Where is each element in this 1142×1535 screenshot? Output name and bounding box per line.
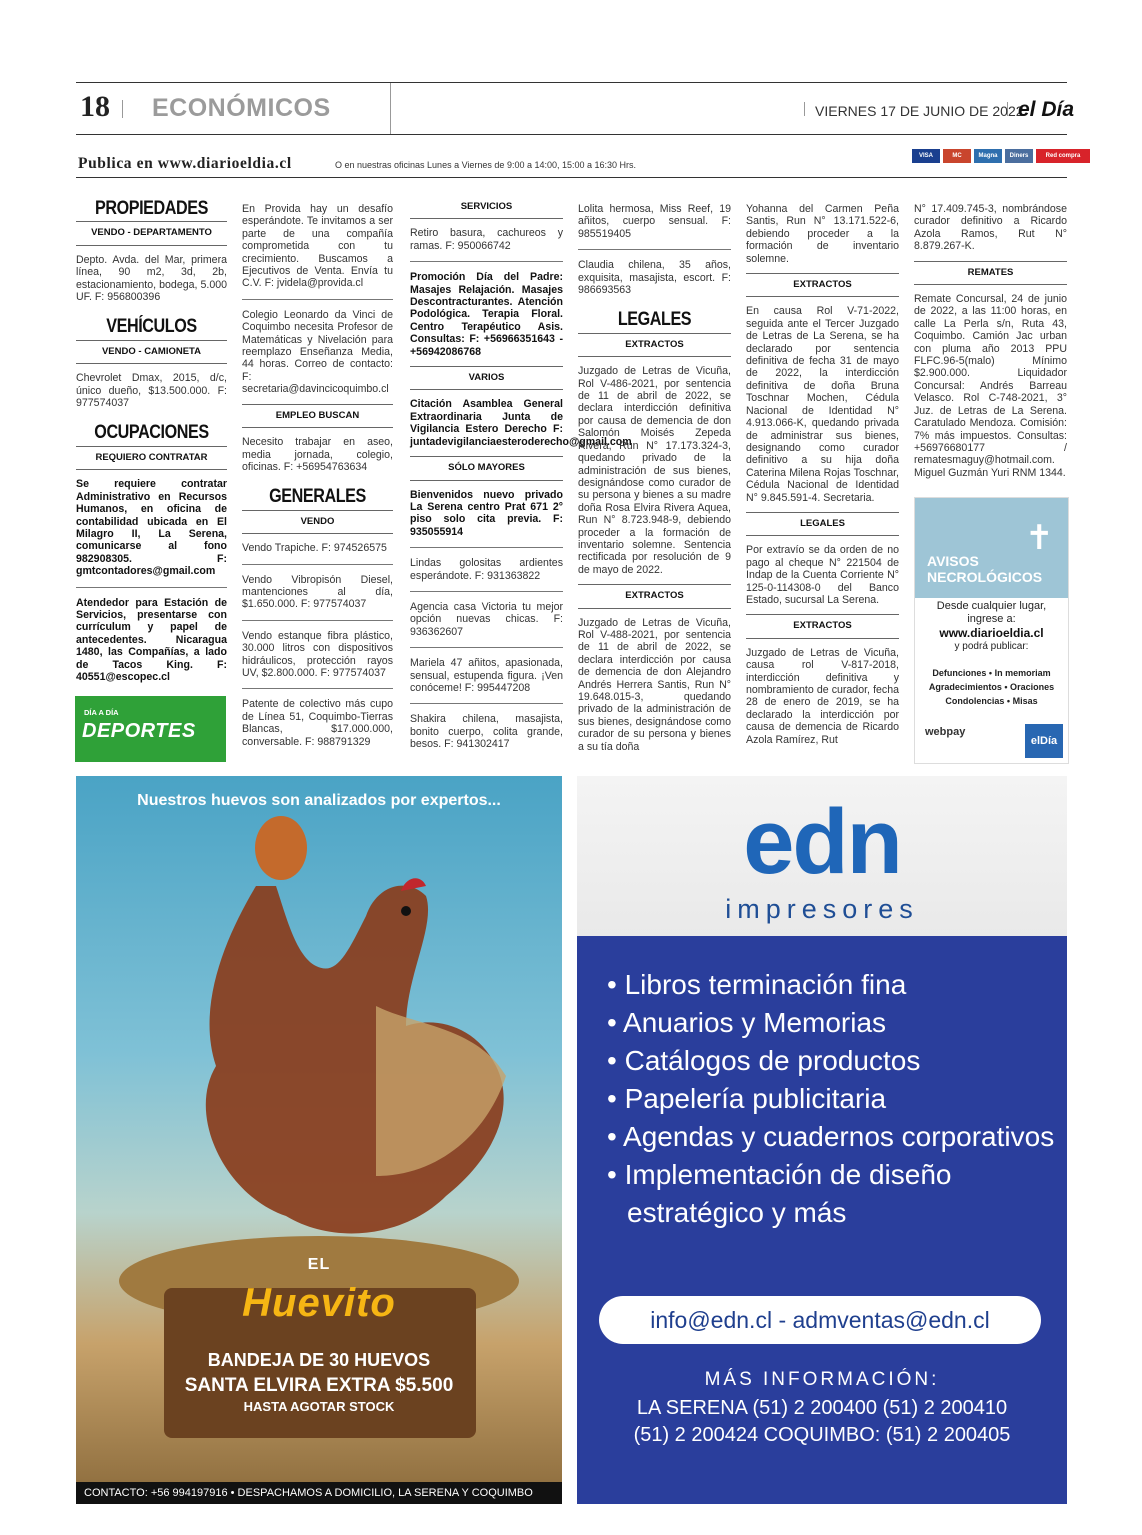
redcompra-icon: Red compra: [1036, 149, 1090, 163]
section-title: ECONÓMICOS: [152, 94, 331, 122]
eldia-logo: elDía: [1025, 724, 1063, 758]
edn-phones-2: (51) 2 200424 COQUIMBO: (51) 2 200405: [633, 1424, 1011, 1446]
edn-mas-info: MÁS INFORMACIÓN:: [704, 1369, 940, 1390]
ad-juzgado: Juzgado de Letras de Vicuña, causa rol V-817-2018, interdicción definitiva y nombramiento de curador, fecha 28 de enero de 2019, se ha declarado la interdicción por causa de demencia de Ricardo Azola Ramírez, Rut: [746, 646, 899, 746]
ad-continuacion: N° 17.409.745-3, nombrándose curador definitivo a Ricardo Azola Ramos, Rut N° 8.879.267-K.: [914, 203, 1067, 253]
subheading-varios: VARIOS: [410, 366, 563, 390]
diners-icon: Diners: [1005, 149, 1033, 163]
ad-depto: Depto. Avda. del Mar, primera línea, 90 m2, 3d, 2b, estacionamiento, bodega, 5.000 UF. F: 956800396: [76, 253, 227, 304]
list-item: • Anuarios y Memorias: [607, 1007, 887, 1038]
necro-intro: Desde cualquier lugar, ingrese a:: [936, 600, 1047, 625]
egg-advertisement: [76, 776, 562, 1504]
ad-yohanna: Yohanna del Carmen Peña Santis, Run N° 13.171.522-6, debiendo proceder a la formación de inventario solemne.: [746, 203, 899, 265]
mastercard-icon: MC: [943, 149, 971, 163]
column-5: [746, 203, 899, 746]
list-item: • Libros terminación fina: [607, 969, 907, 1000]
ad-citacion: Citación Asamblea General Extraordinaria Junta de Vigilancia Estero Derecho F: juntadevigilanciaesteroderecho@gmail.com: [410, 398, 632, 448]
ad-camioneta: Chevrolet Dmax, 2015, d/c, único dueño, $13.500.000. F: 977574037: [76, 372, 227, 410]
list-item: • Implementación de diseño estratégico y más: [607, 1159, 952, 1228]
column-6: [914, 203, 1067, 479]
ad-causa: En causa Rol V-71-2022, seguida ante el Tercer Juzgado de Letras de La Serena, se ha declarado por sentencia definitiva de fecha 31 de mayo de 2022, la interdicción definitiva de doña Bruna Toschnar Mochen, Cédula Nacional de Identidad N° 4.913.066-K, quedando privada de administrar sus bienes, designando como curador definitivo a su hija doña Caterina Milena Rojas Toschnar, Cédula Nacional de Identidad N° 9.845.591-4. Secretaria.: [746, 305, 899, 504]
deportes-banner: [75, 696, 226, 762]
ad-shakira: Shakira chilena, masajista, bonito cuerpo, colita grande, besos. F: 941302417: [410, 713, 563, 751]
issue-date: VIERNES 17 DE JUNIO DE 2022: [815, 103, 1024, 119]
subheading-requiero: REQUIERO CONTRATAR: [76, 446, 227, 470]
edn-subtitle: impresores: [725, 894, 919, 924]
offer-line-2: SANTA ELVIRA EXTRA $5.500: [184, 1375, 454, 1396]
visa-icon: VISA: [912, 149, 940, 163]
edn-logo: edn: [743, 791, 901, 893]
payment-cards: [912, 149, 1090, 163]
ad-trabajo: Necesito trabajar en aseo, media jornada, colegio, oficinas. F: +56954763634: [242, 436, 393, 473]
ad-lolita: Lolita hermosa, Miss Reef, 19 añitos, cuerpo sensual. F: 985519405: [578, 203, 731, 240]
ad-patente: Patente de colectivo más cupo de Línea 51, Coquimbo-Tierras Blancas, $17.000.000, conversable. F: 988791329: [242, 698, 393, 748]
offer-line-3: HASTA AGOTAR STOCK: [243, 1399, 395, 1414]
column-4: [578, 203, 731, 753]
ad-estanque: Vendo estanque fibra plástico, 30.000 litros con dispositivos hidráulicos, protección rayos UV, $2.800.000. F: 977574037: [242, 629, 393, 679]
ad-retiro: Retiro basura, cachureos y ramas. F: 950066742: [410, 227, 563, 252]
subheading-extractos-2: EXTRACTOS: [578, 584, 731, 608]
column-2: [242, 203, 393, 748]
heading-legales: LEGALES: [617, 309, 692, 331]
subheading-servicios: SERVICIOS: [410, 196, 563, 219]
ad-provida: En Provida hay un desafío esperándote. Te invitamos a ser parte de una compañía comprometida con tu crecimiento. Buscamos a Ejecutivos de Venta. Envía tu C.V. F: jvidela@provida.cl: [242, 203, 393, 290]
necrologicos-box[interactable]: [914, 497, 1069, 764]
column-1: [76, 198, 227, 683]
edn-email[interactable]: info@edn.cl - admventas@edn.cl: [599, 1296, 1041, 1344]
egg-contact: CONTACTO: +56 994197916 • DESPACHAMOS A DOMICILIO, LA SERENA Y COQUIMBO: [76, 1482, 562, 1504]
deportes-small: DÍA A DÍA: [84, 708, 119, 717]
ad-claudia: Claudia chilena, 35 años, exquisita, masajista, escort. F: 986693563: [578, 259, 731, 297]
subheading-vendo: VENDO: [242, 510, 393, 534]
page-number: 18: [80, 90, 110, 123]
ad-juzgado-1: Juzgado de Letras de Vicuña, Rol V-486-2021, por sentencia de 11 de abril de 2022, se declara interdicción definitiva por causa de demencia de don Salomón Moisés Zepeda Rivera, Run N° 17.173.324-3, quedando privado de la administración de sus bienes, designándose como curador de su persona y bienes a su madre doña Rosa Elvira Rivera Aquea, Run N° 8.723.948-9, debiendo proceder a la formación de inventario solemne. Sentencia rectificada por resolución de 9 de mayo de 2022.: [578, 365, 731, 576]
heading-vehiculos: VEHÍCULOS: [106, 316, 197, 338]
subheading-empleo: EMPLEO BUSCAN: [242, 404, 393, 428]
heading-ocupaciones: OCUPACIONES: [94, 422, 209, 444]
ad-atendedor: Atendedor para Estación de Servicios, presentarse con currículum y papel de antecedentes. Nicaragua 1480, las Compañías, a lado de Tacos King. F: 40551@escopec.cl: [76, 596, 227, 683]
ad-mariela: Mariela 47 añitos, apasionada, sensual, estupenda figura. ¡Ven conóceme! F: 995447208: [410, 657, 563, 694]
magna-icon: Magna: [974, 149, 1002, 163]
brand-huevito: Huevito: [242, 1281, 396, 1325]
necro-url[interactable]: www.diarioeldia.cl: [939, 626, 1044, 640]
ad-bienvenidos: Bienvenidos nuevo privado La Serena centro Prat 671 2° piso solo cita previa. F: 935055914: [410, 488, 563, 538]
column-3: [410, 196, 632, 751]
ad-lindas: Lindas golositas ardientes esperándote. F: 931363822: [410, 557, 563, 582]
list-item: • Agendas y cuadernos corporativos: [607, 1121, 1055, 1152]
edn-phones-1: LA SERENA (51) 2 200400 (51) 2 200410: [636, 1397, 1008, 1419]
ad-administrativo: Se requiere contratar Administrativo en Recursos Humanos, en oficina de contabilidad ubicada en El Milagro II, La Serena, comunicarse al fono 982908305. F: gmtcontadores@gmail.com: [76, 478, 227, 578]
subheading-vendo-camioneta: VENDO - CAMIONETA: [76, 340, 227, 364]
brand-el: EL: [307, 1256, 331, 1273]
ad-remate: Remate Concursal, 24 de junio de 2022, a las 11:00 horas, en calle La Perla s/n, Ruta 43, Coquimbo. Camión Jac urban con pluma año 2013 PPU FLFC.96-5(malo) Mínimo $2.900.000. Liquidador Concursal: Andrés Barreau Velasco. Rol C-748-2021, 3° Juz. de Letras de La Serena. Caratulado Mendoza. Comisión: 7% más impuestos. Consultas: +56976680177 / rematesmaguy@hotmail.com. Miguel Guzmán Yuri RNM 1344.: [914, 293, 1067, 479]
list-item: • Papelería publicitaria: [607, 1083, 887, 1114]
webpay-logo: webpay: [925, 726, 966, 738]
deportes-title: DEPORTES: [82, 720, 196, 742]
ad-juzgado-2: Juzgado de Letras de Vicuña, Rol V-488-2021, por sentencia de 11 de abril de 2022, se declara interdicción por causa de demencia de don Alejandro Andrés Herrera Santis, Run N° 19.648.015-3, quedando privado de la administración de sus bienes, designándose como curador de su persona y bienes a su tía doña: [578, 616, 731, 753]
ad-extravio: Por extravío se da orden de no pago al cheque N° 221504 de Indap de la Cuenta Corriente N° 125-0-114308-0 del Banco Estado, sucursal La Serena.: [746, 544, 899, 606]
necro-list: Defunciones • In memoriam Agradecimientos • Oraciones Condolencias • Misas: [928, 668, 1055, 706]
heading-generales: GENERALES: [269, 486, 366, 508]
necro-title: AVISOS NECROLÓGICOS: [927, 553, 1043, 585]
subheading-extractos-1: EXTRACTOS: [578, 333, 731, 357]
ad-vibropison: Vendo Vibropisón Diesel, mantenciones al día, $1.650.000. F: 977574037: [242, 573, 393, 611]
heading-propiedades: PROPIEDADES: [95, 198, 208, 219]
subheading-extractos-2: EXTRACTOS: [746, 614, 899, 638]
subheading-remates: REMATES: [914, 261, 1067, 285]
ad-colegio: Colegio Leonardo da Vinci de Coquimbo necesita Profesor de Matemáticas y Nivelación para reemplazo Enseñanza Media, 44 horas. Correo de contacto: F: secretaria@davincicoquimbo.cl: [242, 308, 393, 396]
edn-services-list: [605, 966, 1067, 1232]
newspaper-logo: el Día: [1018, 98, 1075, 121]
egg-tagline: Nuestros huevos son analizados por expertos...: [137, 792, 501, 809]
ad-trapiche: Vendo Trapiche. F: 974526575: [242, 542, 387, 555]
ad-agencia: Agencia casa Victoria tu mejor opción nuevas chicas. F: 936362607: [410, 600, 563, 638]
edn-advertisement: [577, 776, 1067, 1504]
list-item: • Catálogos de productos: [607, 1045, 921, 1076]
office-hours: O en nuestras oficinas Lunes a Viernes de 9:00 a 14:00, 15:00 a 16:30 Hrs.: [335, 160, 637, 170]
cross-icon: ✝: [1025, 519, 1054, 557]
subheading-solo-mayores: SÓLO MAYORES: [410, 456, 563, 480]
offer-line-1: BANDEJA DE 30 HUEVOS: [207, 1350, 431, 1370]
ad-promocion: Promoción Día del Padre: Masajes Relajación. Masajes Descontracturantes. Atención Podológica. Terapia Floral. Centro Terapéutico Asis. Consultas: F: +56966351643 - +56942086768: [410, 271, 563, 358]
necro-publicar: y podrá publicar:: [954, 641, 1029, 652]
subheading-legales: LEGALES: [746, 512, 899, 536]
publica-line: Publica en www.diarioeldia.cl: [78, 155, 292, 172]
subheading-extractos: EXTRACTOS: [746, 273, 899, 297]
subheading-vendo-depto: VENDO - DEPARTAMENTO: [76, 221, 227, 245]
